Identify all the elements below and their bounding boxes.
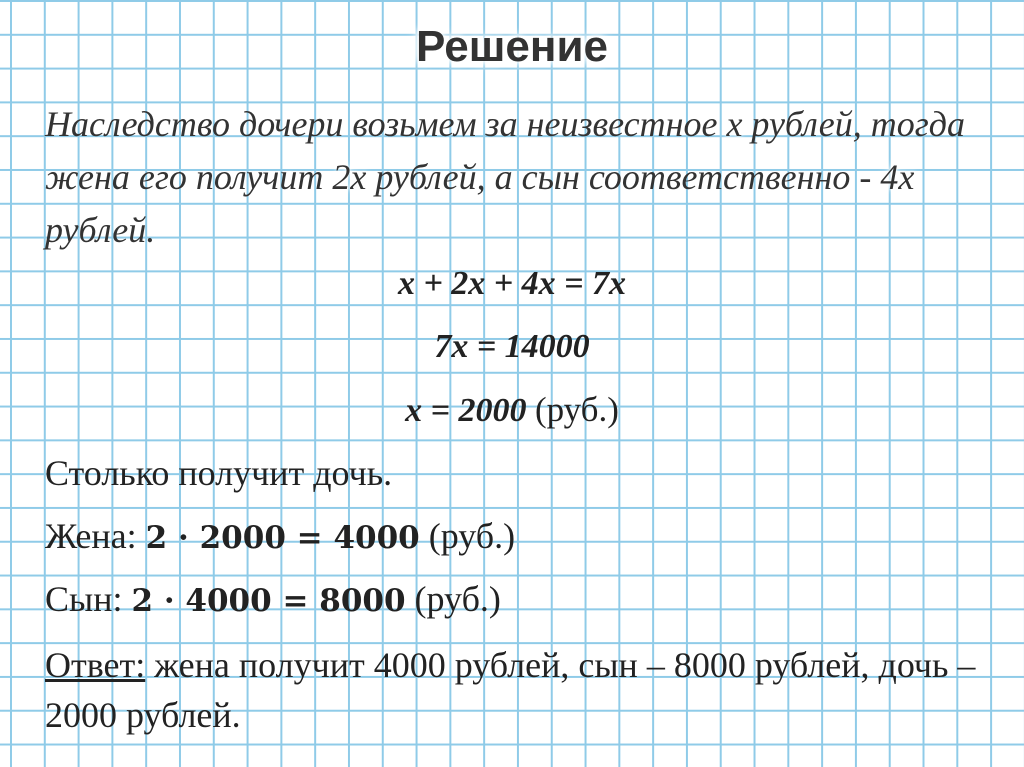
wife-calculation <box>45 515 515 557</box>
intro-part-3: рублей, а сын соответственно - <box>366 157 881 197</box>
answer-body: жена получит 4000 рублей, сын – 8000 рублей, дочь – 2000 рублей. <box>45 645 976 735</box>
variable-4x: 4x <box>880 157 915 197</box>
wife-expression: 2 · 2000 = 4000 <box>145 520 420 556</box>
son-expression: 2 · 4000 = 8000 <box>131 583 406 619</box>
wife-label: Жена: <box>45 516 146 556</box>
answer-text <box>45 640 985 740</box>
slide-title: Решение <box>416 22 608 71</box>
problem-setup-text <box>45 98 985 257</box>
equation-x-unit: (руб.) <box>534 390 619 429</box>
intro-part-1: Наследство дочери возьмем за неизвестное <box>45 104 727 144</box>
answer-label: Ответ: <box>45 645 146 685</box>
variable-2x: 2x <box>332 157 367 197</box>
wife-unit: (руб.) <box>419 516 516 556</box>
intro-part-4: рублей. <box>45 210 156 250</box>
daughter-share-text: Столько получит дочь. <box>45 453 393 493</box>
son-calculation <box>45 578 501 620</box>
equation-sum: x + 2x + 4x = 7x <box>397 265 627 302</box>
equation-x-value: x = 2000 <box>405 392 527 429</box>
variable-x: x <box>726 104 743 144</box>
son-label: Сын: <box>45 579 132 619</box>
equation-7x: 7x = 14000 <box>434 328 590 365</box>
son-unit: (руб.) <box>405 579 501 619</box>
equation-x-result <box>0 390 1024 430</box>
intro-part-2: рублей, тогда жена его получит <box>45 104 965 197</box>
